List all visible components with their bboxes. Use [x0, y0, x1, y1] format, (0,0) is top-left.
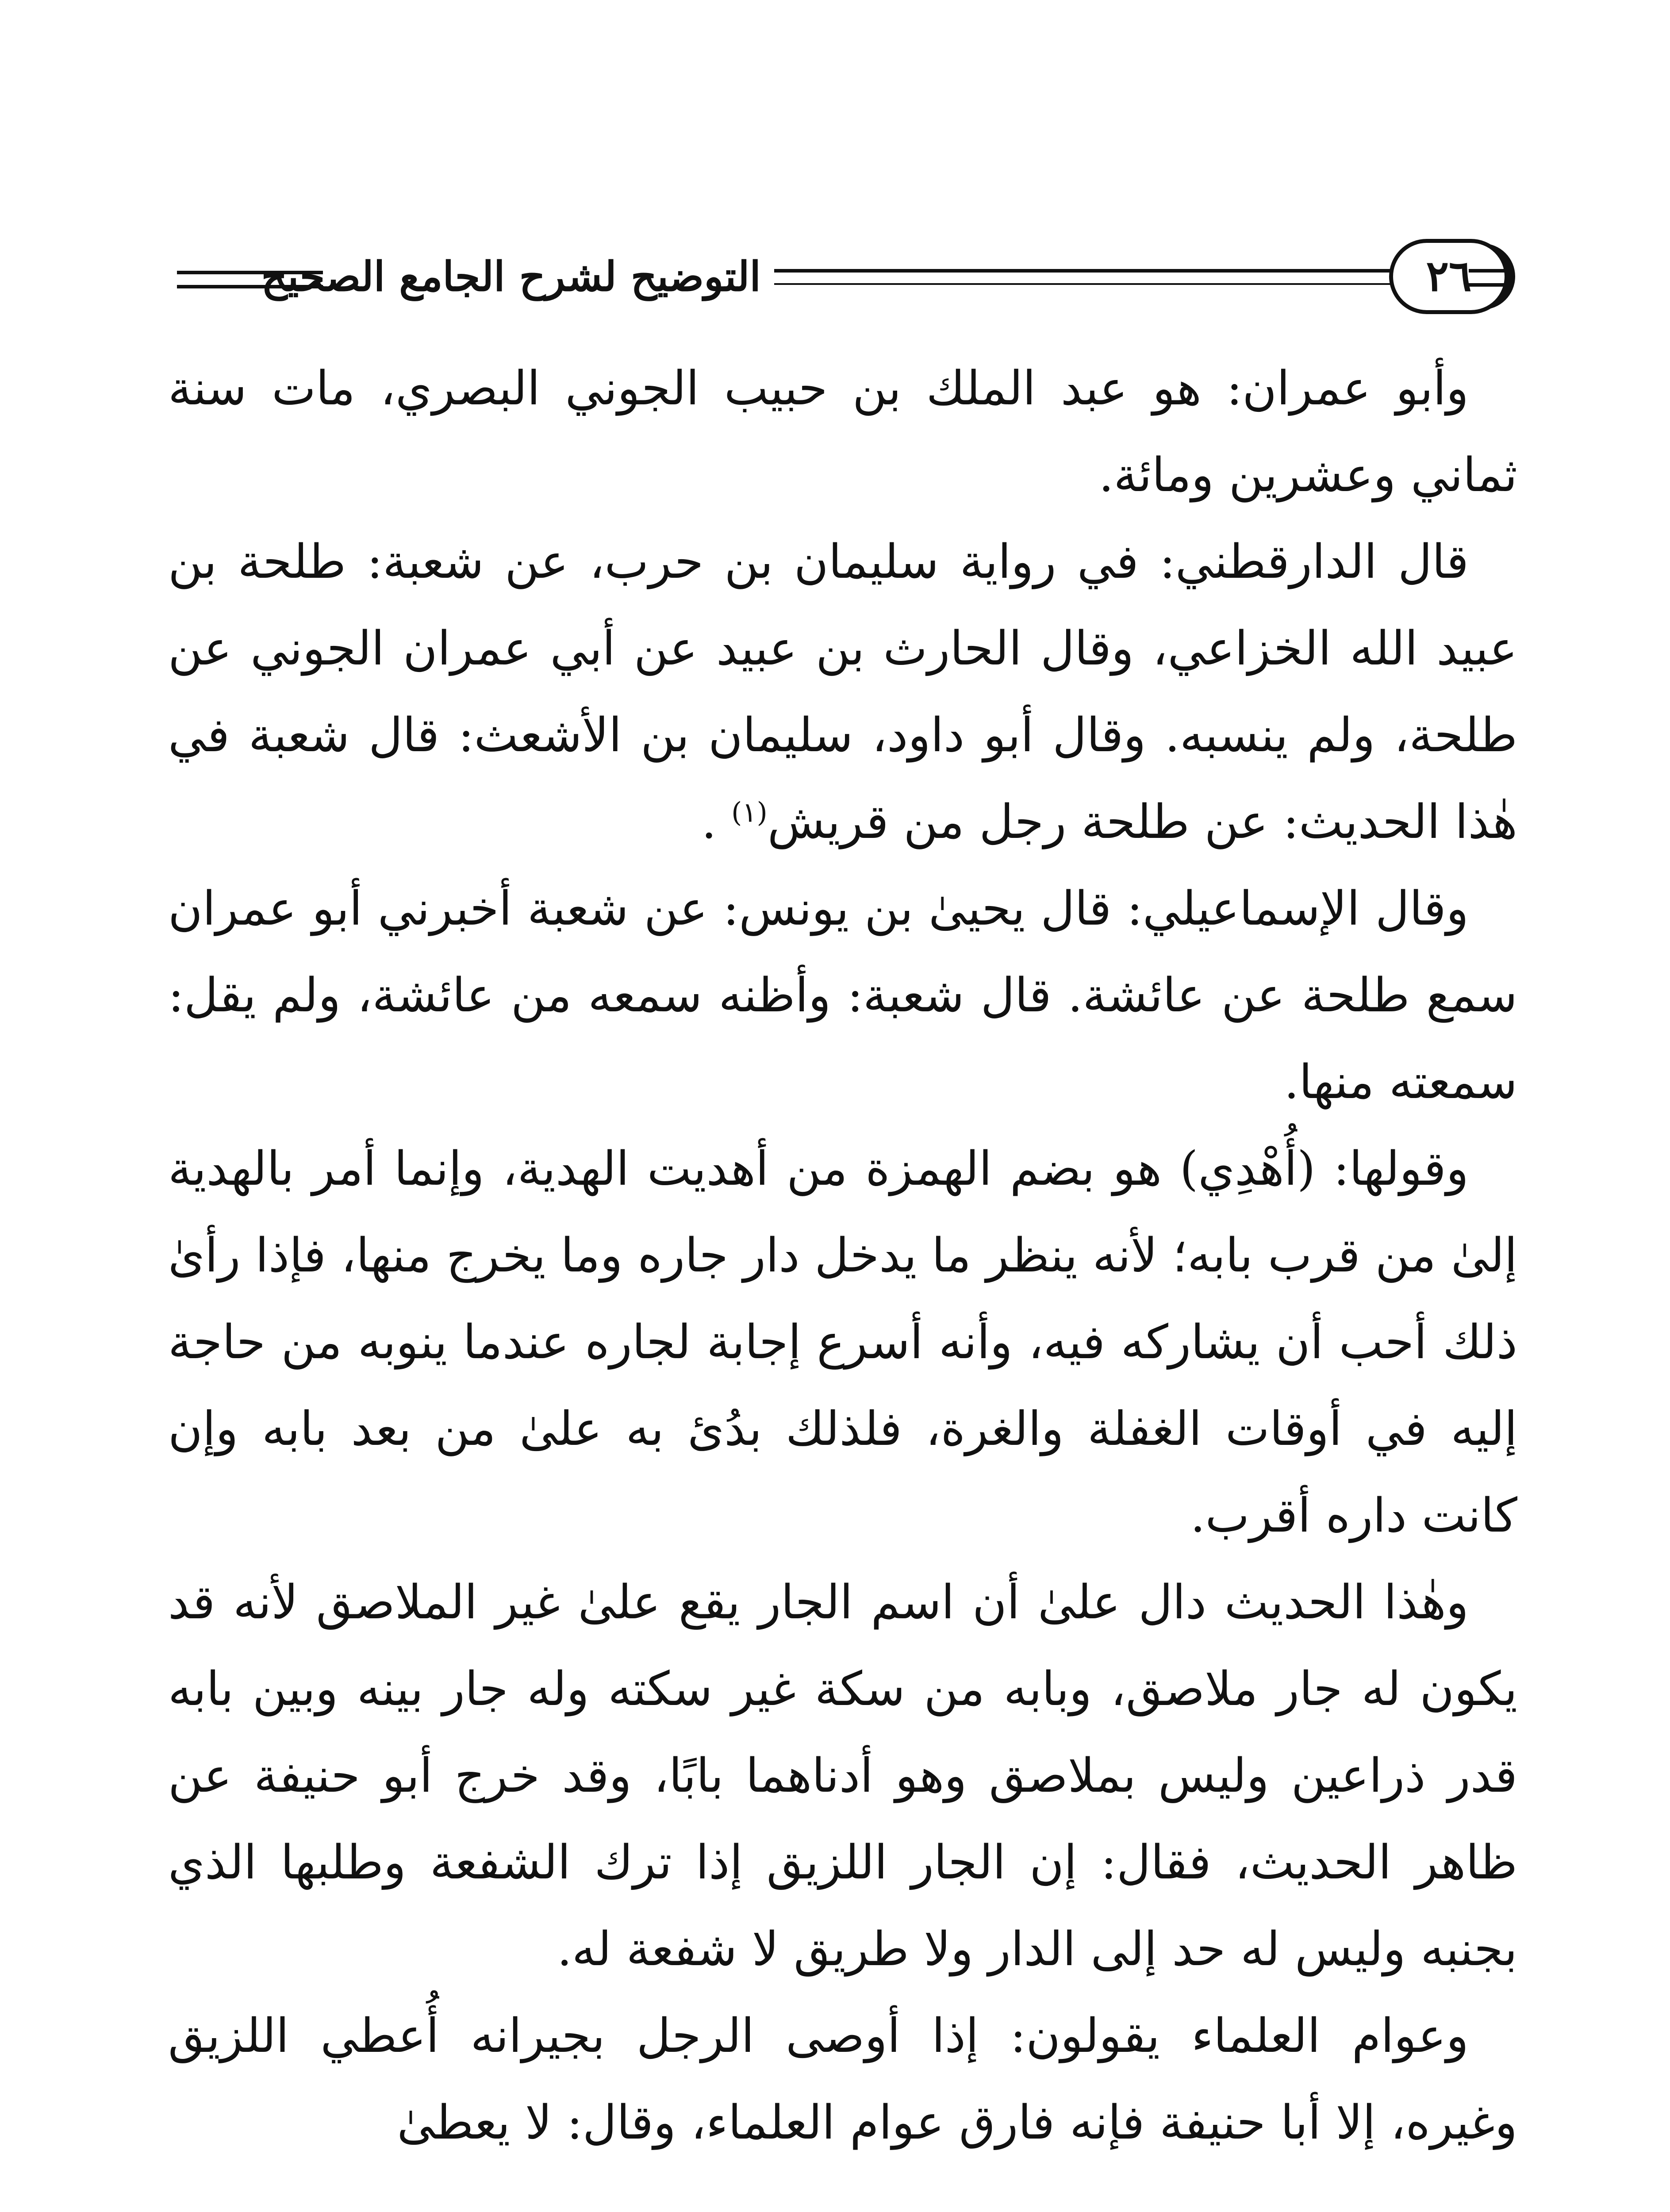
paragraph-text: وعوام العلماء يقولون: إذا أوصى الرجل بجيرانه أُعطي اللزيق وغيره، إلا أبا حنيفة فإنه فارق عوام العلماء، وقال: لا يعطىٰ — [168, 2008, 1517, 2150]
paragraph — [168, 518, 1517, 865]
header-rule — [1469, 283, 1506, 287]
paragraph — [168, 1993, 1517, 2166]
header-rule — [774, 269, 1402, 273]
paragraph — [168, 865, 1517, 1125]
paragraph-text: وأبو عمران: هو عبد الملك بن حبيب الجوني البصري، مات سنة ثماني وعشرين ومائة. — [168, 361, 1517, 502]
footnote-reference[interactable]: (١) — [731, 796, 768, 829]
paragraph — [168, 1125, 1517, 1559]
paragraph-text-end: . — [701, 795, 732, 849]
page-number: ٢٦ — [1389, 239, 1509, 314]
book-title: التوضيح لشرح الجامع الصحيح — [261, 253, 761, 300]
paragraph — [168, 1559, 1517, 1993]
paragraph-text: وهٰذا الحديث دال علىٰ أن اسم الجار يقع علىٰ غير الملاصق لأنه قد يكون له جار ملاصق، وبابه من سكة غير سكته وله جار بينه وبين بابه قدر ذراعين وليس بملاصق وهو أدناهما بابًا، وقد خرج أبو حنيفة عن ظاهر الحديث، فقال: إن الجار اللزيق إذا ترك الشفعة وطلبها الذي بجنبه وليس له حد إلى الدار ولا طريق لا شفعة له. — [168, 1575, 1517, 1976]
header-rule — [1469, 269, 1506, 273]
paragraph-text: وقولها: (أُهْدِي) هو بضم الهمزة من أهديت الهدية، وإنما أمر بالهدية إلىٰ من قرب بابه؛ لأنه ينظر ما يدخل دار جاره وما يخرج منها، فإذا رأىٰ ذلك أحب أن يشاركه فيه، وأنه أسرع إجابة لجاره عندما ينوبه من حاجة إليه في أوقات الغفلة والغرة، فلذلك بدُئ به علىٰ من بعد بابه وإن كانت داره أقرب. — [168, 1141, 1517, 1543]
paragraph-text: وقال الإسماعيلي: قال يحيىٰ بن يونس: عن شعبة أخبرني أبو عمران سمع طلحة عن عائشة. قال شعبة: وأظنه سمعه من عائشة، ولم يقل: سمعته منها. — [168, 881, 1518, 1109]
header-rule — [774, 283, 1402, 285]
running-header — [177, 239, 1506, 327]
main-text — [168, 345, 1517, 2166]
paragraph-text: قال الدارقطني: في رواية سليمان بن حرب، عن شعبة: طلحة بن عبيد الله الخزاعي، وقال الحارث بن عبيد عن أبي عمران الجوني عن طلحة، ولم ينسبه. وقال أبو داود، سليمان بن الأشعث: قال شعبة في هٰذا الحديث: عن طلحة رجل من قريش — [168, 534, 1517, 849]
paragraph — [168, 345, 1517, 518]
